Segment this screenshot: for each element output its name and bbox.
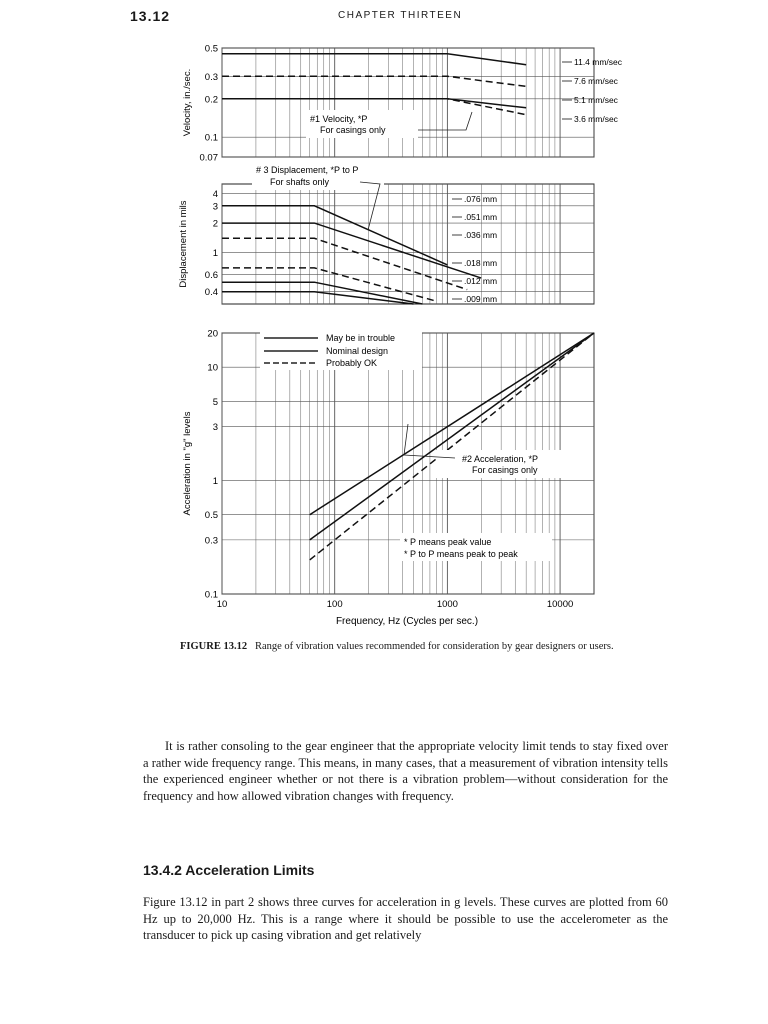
displacement-annotation bbox=[252, 162, 384, 230]
series-line bbox=[222, 54, 526, 65]
footnote-peak: * P means peak value bbox=[404, 537, 492, 547]
series-label: .051 mm bbox=[464, 212, 498, 222]
acceleration-annotation-line2: For casings only bbox=[472, 465, 538, 475]
legend-label-trouble: May be in trouble bbox=[326, 333, 396, 343]
series-line bbox=[222, 292, 414, 304]
series-line bbox=[222, 76, 526, 86]
y-tick-label: 4 bbox=[212, 189, 218, 201]
figure-caption-text: Range of vibration values recommended for consideration by gear designers or users. bbox=[254, 641, 614, 652]
y-axis-label: Acceleration in "g" levels bbox=[182, 411, 193, 516]
section-heading: 13.4.2 Acceleration Limits bbox=[143, 862, 315, 878]
series-label: 7.6 mm/sec bbox=[574, 76, 618, 86]
footnotes bbox=[400, 533, 552, 561]
y-tick-label: 0.3 bbox=[204, 71, 218, 83]
body-paragraph-1: It is rather consoling to the gear engineer that the appropriate velocity limit tends to stay fixed over a rather wide frequency range. This means, in many cases, that a measurement of vibration intensity tells the experienced engineer whether or not there is a vibration problem—without consideration for the frequency and how allowed vibration changes with frequency. bbox=[143, 739, 668, 803]
chapter-title: CHAPTER THIRTEEN bbox=[338, 10, 463, 21]
figure-caption bbox=[180, 640, 650, 654]
panel-frame-1 bbox=[222, 184, 594, 304]
y-tick-label: 1 bbox=[212, 476, 218, 488]
y-tick-label: 0.1 bbox=[204, 589, 218, 601]
series-label: 3.6 mm/sec bbox=[574, 114, 618, 124]
series-line bbox=[222, 99, 526, 108]
footnote-peak-to-peak: * P to P means peak to peak bbox=[404, 549, 518, 559]
y-tick-label: 20 bbox=[207, 328, 218, 340]
figure-caption-label: FIGURE 13.12 bbox=[180, 641, 248, 652]
y-tick-label: 0.07 bbox=[199, 152, 218, 164]
x-tick-label: 100 bbox=[326, 599, 343, 610]
y-tick-label: 0.1 bbox=[204, 132, 218, 144]
y-tick-label: 5 bbox=[212, 396, 218, 408]
legend bbox=[260, 330, 422, 370]
series-label: .012 mm bbox=[464, 276, 498, 286]
panel-frame-0 bbox=[222, 48, 594, 157]
y-tick-label: 0.5 bbox=[204, 510, 218, 522]
series-label: 11.4 mm/sec bbox=[574, 57, 623, 67]
acceleration-annotation-line1: #2 Acceleration, *P bbox=[462, 454, 539, 464]
x-tick-label: 1000 bbox=[436, 599, 458, 610]
x-axis-label: Frequency, Hz (Cycles per sec.) bbox=[335, 616, 479, 627]
displacement-annotation-line2: For shafts only bbox=[270, 177, 330, 187]
series-label: .036 mm bbox=[464, 230, 498, 240]
y-tick-label: 0.6 bbox=[204, 269, 218, 281]
legend-label-ok: Probably OK bbox=[326, 358, 378, 368]
series-label: .076 mm bbox=[464, 194, 498, 204]
y-tick-label: 10 bbox=[207, 362, 218, 374]
body-paragraph-2: Figure 13.12 in part 2 shows three curves for acceleration in g levels. These curves are plotted from 60 Hz up to 20,000 Hz. This is a range where it should be possible to use the accelerometer as the transducer to pick up casing vibration and get relatively bbox=[143, 895, 668, 942]
displacement-annotation-line1: # 3 Displacement, *P to P bbox=[256, 165, 359, 175]
y-tick-label: 0.2 bbox=[204, 94, 218, 106]
series-label: 5.1 mm/sec bbox=[574, 95, 618, 105]
velocity-annotation-line2: For casings only bbox=[320, 125, 386, 135]
series-label: .018 mm bbox=[464, 258, 498, 268]
legend-label-nominal: Nominal design bbox=[326, 346, 389, 356]
y-tick-label: 3 bbox=[212, 201, 218, 213]
y-tick-label: 3 bbox=[212, 421, 218, 433]
y-tick-label: 0.3 bbox=[204, 535, 218, 547]
velocity-annotation-line1: #1 Velocity, *P bbox=[310, 114, 368, 124]
series-label: .009 mm bbox=[464, 294, 498, 304]
page-number: 13.12 bbox=[130, 8, 171, 24]
y-tick-label: 0.5 bbox=[204, 43, 218, 55]
y-tick-label: 2 bbox=[212, 218, 218, 230]
y-axis-label: Displacement in mils bbox=[178, 200, 189, 288]
y-axis-label: Velocity, in./sec. bbox=[182, 68, 193, 137]
y-tick-label: 0.4 bbox=[204, 287, 218, 299]
y-tick-label: 1 bbox=[212, 248, 218, 260]
x-tick-label: 10000 bbox=[546, 599, 574, 610]
x-tick-label: 10 bbox=[216, 599, 228, 610]
